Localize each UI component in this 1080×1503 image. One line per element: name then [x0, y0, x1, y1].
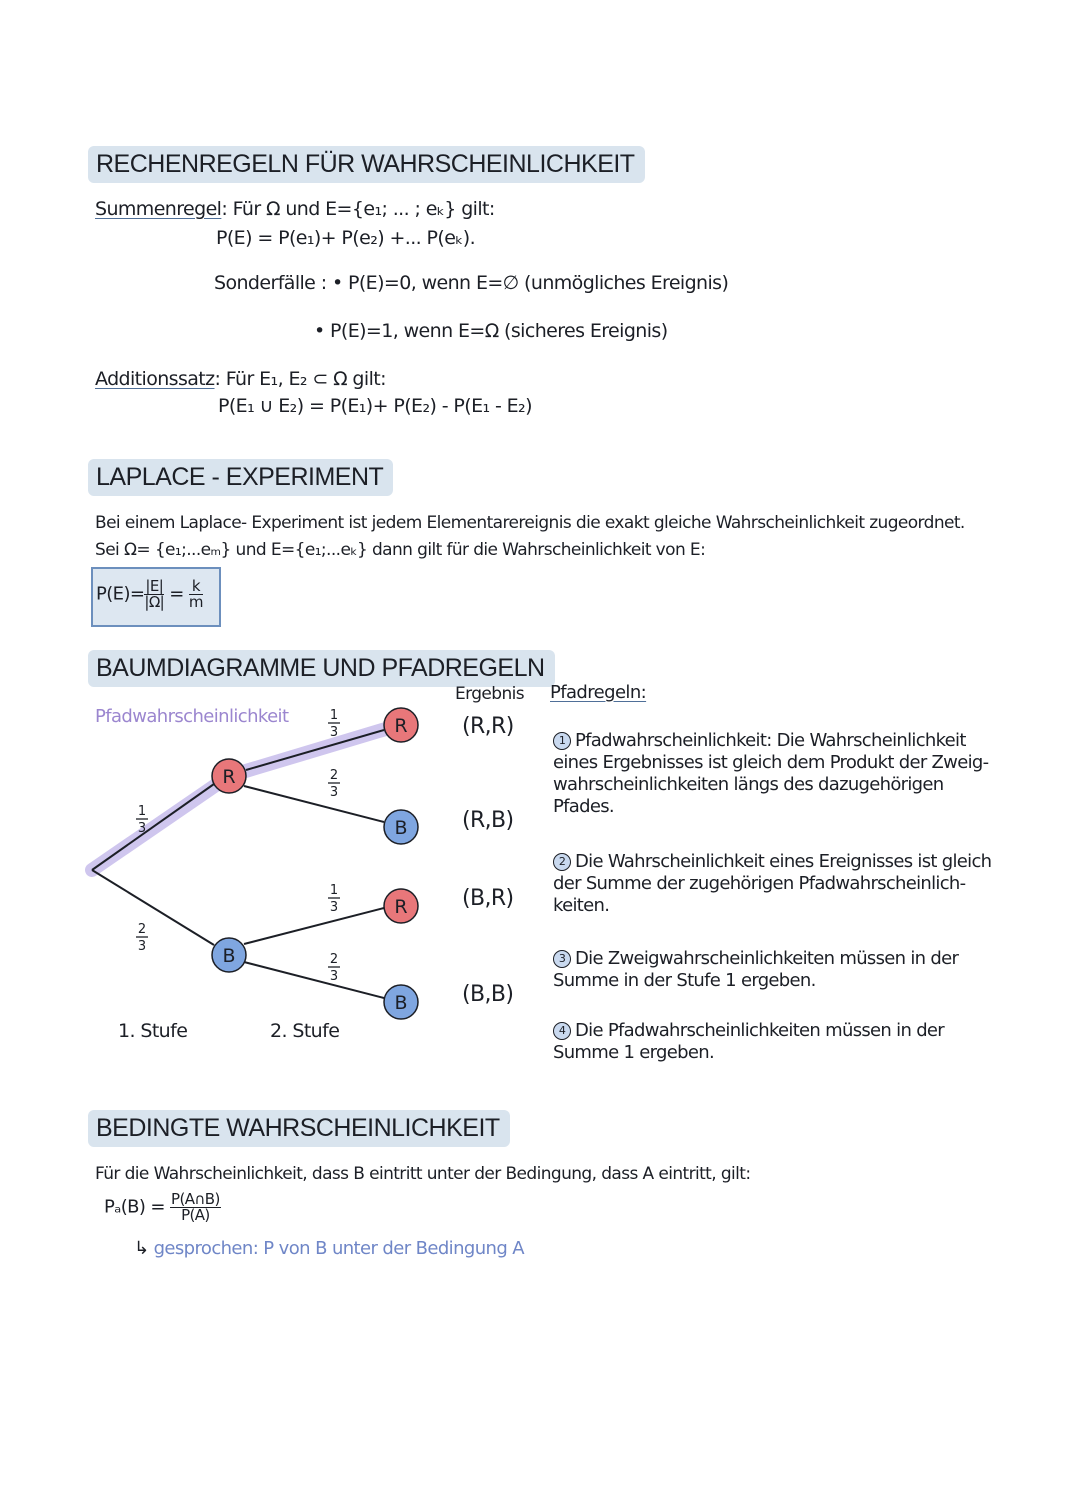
branch-r-r: [246, 730, 384, 770]
fraction-denominator: |Ω|: [144, 593, 165, 611]
laplace-formula-equals: =: [169, 583, 184, 605]
result-br: (B,R): [462, 886, 514, 911]
node-label: R: [394, 896, 408, 918]
rule-text: Die Wahrscheinlichkeit eines Ereignisses ist gleich der Summe der zugehörigen Pfadwahrscheinlich-keiten.: [553, 851, 992, 916]
branch-r-b: [244, 786, 384, 822]
node-label: B: [394, 992, 408, 1014]
fraction-numerator: P(A∩B): [171, 1190, 220, 1208]
sonderfaelle-label: Sonderfälle :: [214, 272, 327, 294]
node-label: R: [394, 715, 408, 737]
arrow-icon: ↳: [134, 1238, 149, 1259]
pfadwahrscheinlichkeit-label: Pfadwahrscheinlichkeit: [95, 706, 289, 727]
prob-num: 1: [329, 708, 339, 723]
rule-number: 3: [553, 950, 571, 968]
bedingte-definition: Für die Wahrscheinlichkeit, dass B eintritt unter der Bedingung, dass A eintritt, gilt:: [95, 1164, 751, 1184]
prob-num: 2: [329, 768, 339, 783]
stage1-label: 1. Stufe: [118, 1020, 188, 1042]
bedingte-formula-lhs: Pₐ(B) =: [104, 1196, 165, 1218]
branch-root-r: [92, 784, 214, 870]
sonderfall-impossible: • P(E)=0, wenn E=∅ (unmögliches Ereignis): [331, 272, 729, 294]
rule-2: [553, 851, 993, 917]
branch-b-r: [244, 908, 384, 944]
branch-root-b: [92, 870, 214, 945]
fraction-denominator: P(A): [181, 1206, 210, 1224]
prob-den: 3: [137, 939, 147, 954]
additionssatz-condition: : Für E₁, E₂ ⊂ Ω gilt:: [214, 368, 386, 390]
result-bb: (B,B): [462, 982, 514, 1007]
sonderfall-certain: • P(E)=1, wenn E=Ω (sicheres Ereignis): [314, 320, 668, 342]
ergebnis-label: Ergebnis: [455, 684, 525, 704]
section-heading-baumdiagramme: BAUMDIAGRAMME UND PFADREGELN: [88, 650, 555, 687]
highlighted-path: [92, 725, 399, 870]
prob-den: 3: [329, 785, 339, 800]
bedingte-fraction: [170, 1192, 221, 1223]
stage2-label: 2. Stufe: [270, 1020, 340, 1042]
summenregel-label: Summenregel: [95, 198, 222, 220]
prob-num: 1: [329, 883, 339, 898]
rule-4: [553, 1020, 993, 1064]
spoken-text: gesprochen: P von B unter der Bedingung A: [153, 1238, 524, 1259]
pfadregeln-label: Pfadregeln:: [550, 682, 647, 703]
prob-den: 3: [329, 725, 339, 740]
tree-diagram: [0, 0, 560, 1080]
laplace-condition: Sei Ω= {e₁;...eₘ} und E={e₁;...eₖ} dann gilt für die Wahrscheinlichkeit von E:: [95, 540, 706, 560]
rule-text: Pfadwahrscheinlichkeit: Die Wahrscheinlichkeit eines Ergebnisses ist gleich dem Produkt der Zweig-wahrscheinlichkeiten längs des dazugehörigen Pfades.: [553, 730, 989, 817]
prob-num: 1: [137, 804, 147, 819]
additionssatz-formula: P(E₁ ∪ E₂) = P(E₁)+ P(E₂) - P(E₁ - E₂): [218, 395, 532, 417]
node-label: B: [222, 945, 236, 967]
prob-den: 3: [137, 821, 147, 836]
fraction-numerator: k: [189, 579, 203, 595]
section-heading-laplace: LAPLACE - EXPERIMENT: [88, 459, 393, 496]
prob-num: 2: [137, 922, 147, 937]
rule-number: 4: [553, 1022, 571, 1040]
laplace-formula-lhs: P(E)=: [96, 583, 145, 605]
summenregel-formula: P(E) = P(e₁)+ P(e₂) +... P(eₖ).: [216, 227, 476, 249]
result-rr: (R,R): [462, 714, 514, 739]
rule-1: [553, 730, 993, 818]
bedingte-spoken: [134, 1238, 524, 1259]
result-rb: (R,B): [462, 808, 514, 833]
section-heading-rechenregeln: RECHENREGELN FÜR WAHRSCHEINLICHKEIT: [88, 146, 645, 183]
rule-number: 2: [553, 853, 571, 871]
prob-den: 3: [329, 900, 339, 915]
prob-num: 2: [329, 952, 339, 967]
fraction-numerator: |E|: [145, 577, 164, 595]
branch-b-b: [244, 962, 384, 998]
rule-text: Die Zweigwahrscheinlichkeiten müssen in der Summe in der Stufe 1 ergeben.: [553, 948, 959, 991]
rule-3: [553, 948, 993, 992]
rule-number: 1: [553, 732, 571, 750]
bedingte-formula: [104, 1192, 221, 1223]
node-label: B: [394, 817, 408, 839]
summenregel-condition: : Für Ω und E={e₁; ... ; eₖ} gilt:: [221, 198, 495, 220]
node-label: R: [222, 766, 236, 788]
section-heading-bedingte: BEDINGTE WAHRSCHEINLICHKEIT: [88, 1110, 510, 1147]
fraction-denominator: m: [188, 593, 203, 611]
prob-den: 3: [329, 969, 339, 984]
additionssatz-label: Additionssatz: [95, 368, 215, 390]
laplace-definition: Bei einem Laplace- Experiment ist jedem Elementarereignis die exakt gleiche Wahrscheinlichkeit zugeordnet.: [95, 513, 965, 533]
rule-text: Die Pfadwahrscheinlichkeiten müssen in der Summe 1 ergeben.: [553, 1020, 944, 1063]
